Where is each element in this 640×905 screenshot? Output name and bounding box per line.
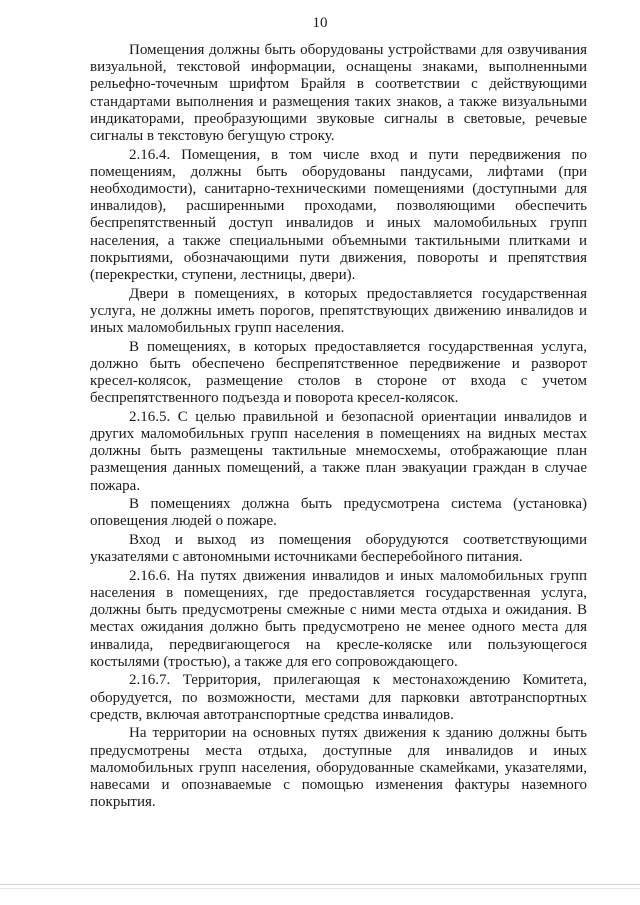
scan-edge-line — [0, 888, 640, 889]
paragraph-doors: Двери в помещениях, в которых предоставляется государственная услуга, не должны иметь порогов, препятствующих движению инвалидов и иных маломобильных групп населения. — [90, 285, 587, 337]
paragraph-territory: На территории на основных путях движения к зданию должны быть предусмотрены места отдыха, доступные для инвалидов и иных маломобильных групп населения, оборудованные скамейками, указателями, навесами и опознаваемые с помощью изменения фактуры наземного покрытия. — [90, 725, 587, 811]
scan-edge-line — [0, 884, 640, 885]
document-body — [90, 42, 587, 811]
paragraph-fire-alarm: В помещениях должна быть предусмотрена система (установка) оповещения людей о пожаре. — [90, 496, 587, 530]
paragraph-2-16-5: 2.16.5. С целью правильной и безопасной ориентации инвалидов и других маломобильных групп населения в помещениях на видных местах должны быть размещены тактильные мнемосхемы, отображающие план размещения данных помещений, а также план эвакуации граждан в случае пожара. — [90, 408, 587, 494]
paragraph-braille-equipment: Помещения должны быть оборудованы устройствами для озвучивания визуальной, текстовой информации, оснащены знаками, выполненными рельефно-точечным шрифтом Брайля в соответствии с действующими стандартами выполнения и размещения таких знаков, а также визуальными индикаторами, преобразующими звуковые сигналы в световые, речевые сигналы в текстовую бегущую строку. — [90, 42, 587, 145]
paragraph-2-16-7: 2.16.7. Территория, прилегающая к местонахождению Комитета, оборудуется, по возможности, местами для парковки автотранспортных средств, включая автотранспортные средства инвалидов. — [90, 672, 587, 723]
paragraph-2-16-4: 2.16.4. Помещения, в том числе вход и пути передвижения по помещениям, должны быть оборудованы пандусами, лифтами (при необходимости), санитарно-техническими помещениями (доступными для инвалидов), расширенными проходами, позволяющими обеспечить беспрепятственный доступ инвалидов и иных маломобильных групп населения, а также специальными объемными тактильными плитками и покрытиями, обозначающими пути движения, повороты и препятствия (перекрестки, ступени, лестницы, двери). — [90, 146, 587, 284]
paragraph-wheelchair-movement: В помещениях, в которых предоставляется государственная услуга, должно быть обеспечено беспрепятственное передвижение и разворот кресел-колясок, размещение столов в стороне от входа с учетом беспрепятственного подъезда и поворота кресел-колясок. — [90, 338, 587, 407]
paragraph-2-16-6: 2.16.6. На путях движения инвалидов и иных маломобильных групп населения в помещениях, где предоставляется государственная услуга, должны быть предусмотрены смежные с ними места отдыха и ожидания. В местах ожидания должно быть предусмотрено не менее одного места для инвалида, передвигающегося на кресле-коляске или пользующегося костылями (тростью), а также для его сопровождающего. — [90, 567, 587, 670]
page-number: 10 — [312, 15, 328, 31]
paragraph-entrance-exit: Вход и выход из помещения оборудуются соответствующими указателями с автономными источниками бесперебойного питания. — [90, 532, 587, 566]
